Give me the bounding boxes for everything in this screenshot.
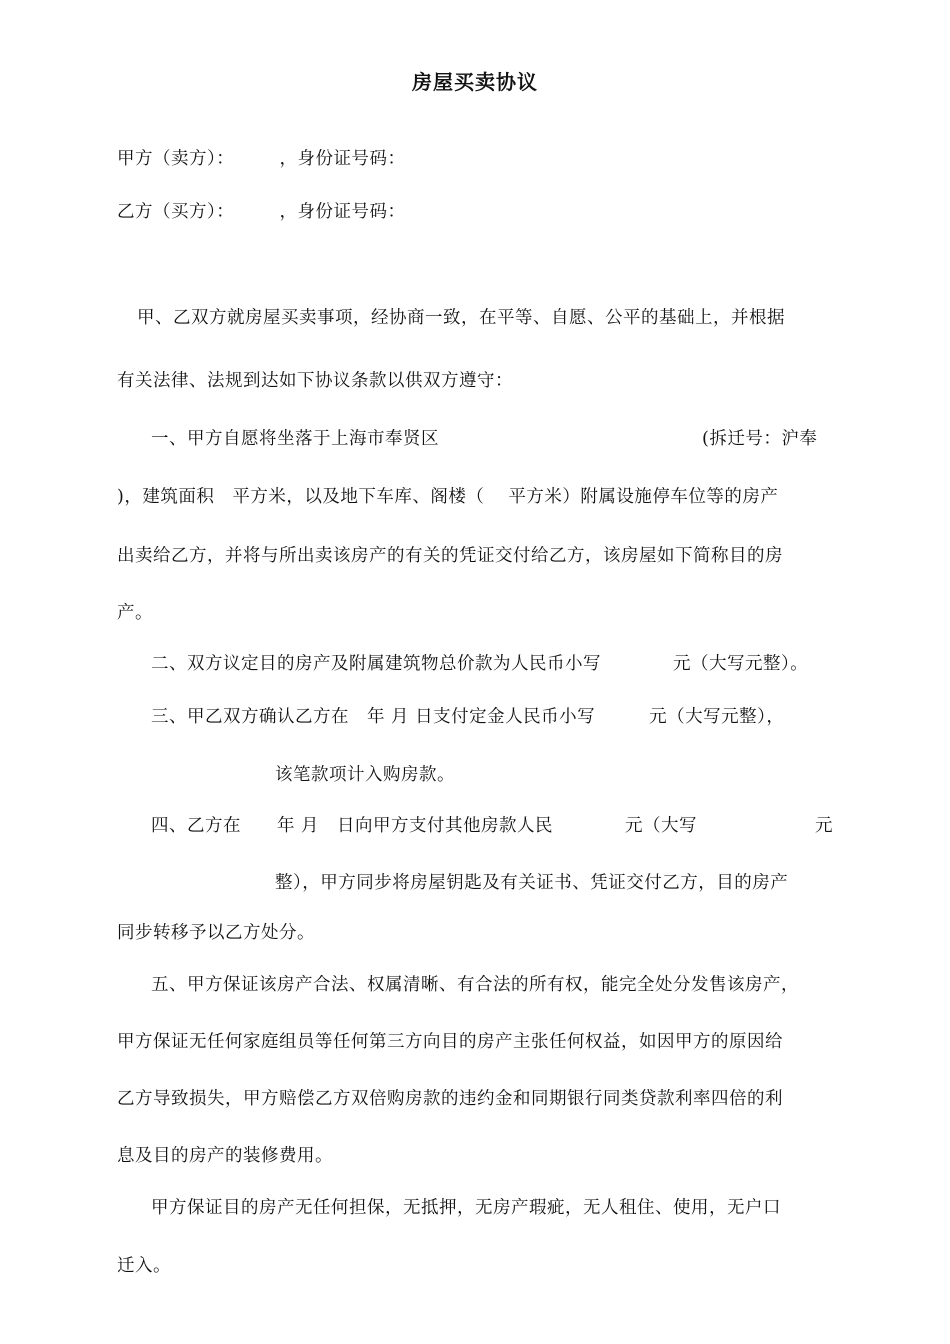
- clause5-line-1: 五、甲方保证该房产合法、权属清晰、有合法的所有权，能完全处分发售该房产，: [151, 975, 799, 995]
- clause4-line-1-right: 元: [815, 816, 833, 836]
- clause1-line-1-right: (拆迁号：沪奉: [702, 429, 818, 449]
- clause1-line-1: [0, 426, 950, 452]
- clause4-line-3: 同步转移予以乙方处分。: [117, 923, 315, 943]
- clause2-line: 二、双方议定目的房产及附属建筑物总价款为人民币小写 元（大写元整）。: [151, 654, 809, 674]
- seller-line: 甲方（卖方）： ，身份证号码：: [117, 149, 406, 169]
- clause3-line-2: 该笔款项计入购房款。: [275, 765, 455, 785]
- clause3-line-1: 三、甲乙双方确认乙方在 年 月 日支付定金人民币小写 元（大写元整），: [151, 707, 785, 727]
- clause1-line-2: )，建筑面积 平方米，以及地下车库、阁楼（ 平方米）附属设施停车位等的房产: [117, 487, 779, 507]
- clause4-line-2: 整），甲方同步将房屋钥匙及有关证书、凭证交付乙方，目的房产: [275, 873, 789, 893]
- clause4-line-1: [0, 813, 950, 839]
- clause1-line-4: 产。: [117, 603, 153, 623]
- guarantee-line-2: 迁入。: [117, 1256, 171, 1276]
- document-title: 房屋买卖协议: [412, 70, 538, 94]
- clause5-line-3: 乙方导致损失，甲方赔偿乙方双倍购房款的违约金和同期银行同类贷款利率四倍的利: [117, 1089, 783, 1109]
- buyer-line: 乙方（买方）： ，身份证号码：: [117, 202, 406, 222]
- clause1-line-1-left: 一、甲方自愿将坐落于上海市奉贤区: [151, 429, 439, 449]
- preamble-line-1: 甲、乙双方就房屋买卖事项，经协商一致，在平等、自愿、公平的基础上，并根据: [137, 308, 785, 328]
- clause4-line-1-left: 四、乙方在 年 月 日向甲方支付其他房款人民 元（大写: [151, 816, 698, 836]
- preamble-line-2: 有关法律、法规到达如下协议条款以供双方遵守：: [117, 371, 513, 391]
- guarantee-line-1: 甲方保证目的房产无任何担保，无抵押，无房产瑕疵，无人租住、使用，无户口: [151, 1198, 781, 1218]
- clause5-line-4: 息及目的房产的装修费用。: [117, 1146, 333, 1166]
- clause5-line-2: 甲方保证无任何家庭组员等任何第三方向目的房产主张任何权益，如因甲方的原因给: [117, 1032, 783, 1052]
- clause1-line-3: 出卖给乙方，并将与所出卖该房产的有关的凭证交付给乙方，该房屋如下简称目的房: [117, 546, 783, 566]
